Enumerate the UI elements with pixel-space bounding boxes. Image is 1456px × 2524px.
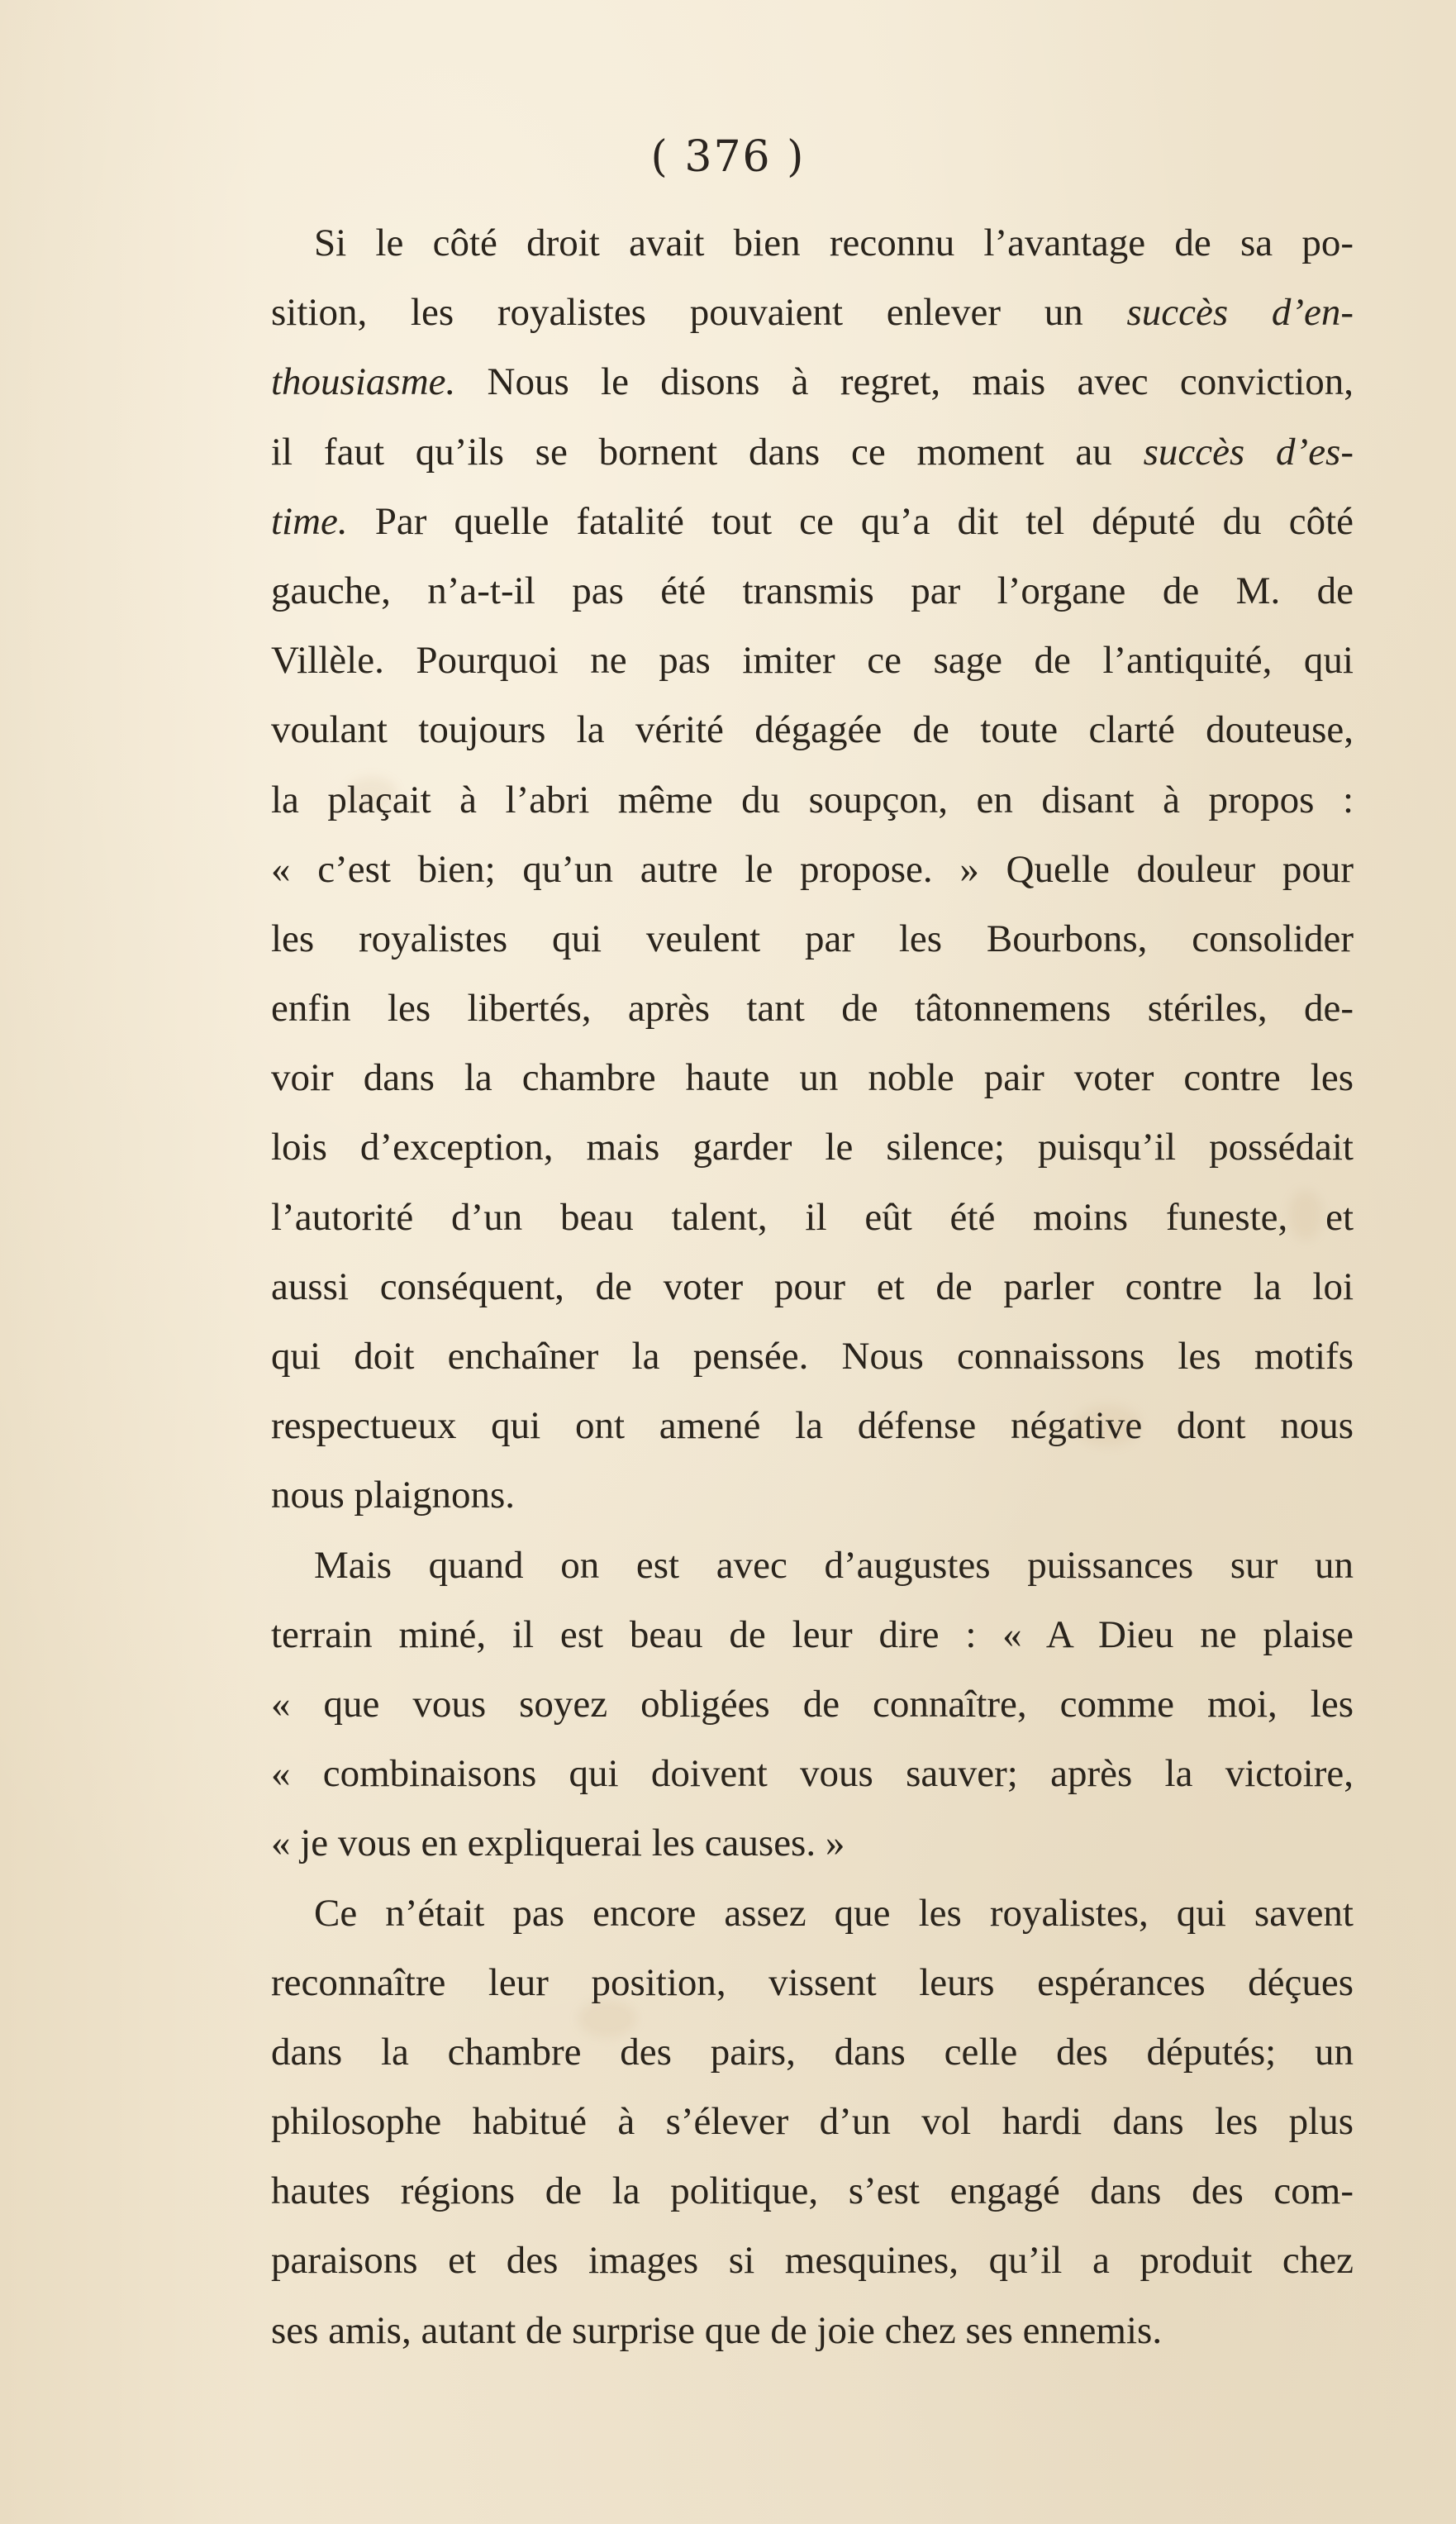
text-run: hautes régions de la politique, s’est engagé dans des com- <box>271 2169 1354 2213</box>
italic-phrase: succès d’en- <box>1126 291 1354 335</box>
text-line <box>271 2226 1354 2295</box>
text-line <box>271 1252 1354 1322</box>
text-run: « combinaisons qui doivent vous sauver; après la victoire, <box>271 1752 1354 1796</box>
text-run: nous plaignons. <box>271 1474 516 1517</box>
paragraph <box>271 208 1354 1531</box>
text-run: qui doit enchaîner la pensée. Nous connaissons les motifs <box>271 1335 1354 1378</box>
text-run: l’autorité d’un beau talent, il eût été moins funeste, et <box>271 1195 1354 1239</box>
text-line <box>271 1043 1354 1112</box>
text-line <box>271 2156 1354 2226</box>
text-run: « c’est bien; qu’un autre le propose. » Quelle douleur pour <box>271 847 1354 891</box>
text-run: gauche, n’a-t-il pas été transmis par l’organe de M. de <box>271 569 1354 612</box>
text-run: la plaçait à l’abri même du soupçon, en disant à propos : <box>271 778 1354 821</box>
text-run: ses amis, autant de surprise que de joie chez ses ennemis. <box>271 2308 1163 2352</box>
italic-phrase: thousiasme. <box>271 360 456 404</box>
text-line <box>271 904 1354 974</box>
text-run: Ce n’était pas encore assez que les royalistes, qui savent <box>314 1891 1354 1935</box>
text-run: reconnaître leur position, vissent leurs espérances déçues <box>271 1960 1354 2004</box>
text-run: respectueux qui ont amené la défense négative dont nous <box>271 1404 1354 1448</box>
text-line <box>271 835 1354 904</box>
text-line <box>271 278 1354 347</box>
text-run: les royalistes qui veulent par les Bourbons, consolider <box>271 917 1354 960</box>
text-line <box>271 1183 1354 1252</box>
text-line <box>271 2087 1354 2156</box>
body-text <box>271 208 1354 2365</box>
text-line <box>271 974 1354 1043</box>
text-line <box>271 695 1354 764</box>
text-line <box>271 487 1354 556</box>
text-line <box>271 1600 1354 1669</box>
text-line <box>271 1460 1354 1530</box>
text-line <box>271 1669 1354 1739</box>
text-run: sition, les royalistes pouvaient enlever un <box>271 291 1127 335</box>
text-run: Mais quand on est avec d’augustes puissances sur un <box>314 1543 1354 1587</box>
text-run: Villèle. Pourquoi ne pas imiter ce sage de l’antiquité, qui <box>271 639 1354 683</box>
text-run: aussi conséquent, de voter pour et de parler contre la loi <box>271 1264 1354 1308</box>
text-line <box>271 556 1354 626</box>
text-run: enfin les libertés, après tant de tâtonnemens stériles, de- <box>271 987 1354 1031</box>
paragraph <box>271 1879 1354 2365</box>
text-line <box>271 2296 1354 2365</box>
text-line <box>271 626 1354 695</box>
text-line <box>271 1322 1354 1391</box>
text-line <box>271 417 1354 487</box>
text-line <box>271 1112 1354 1182</box>
text-run: Par quelle fatalité tout ce qu’a dit tel député du côté <box>347 499 1354 543</box>
text-line <box>271 765 1354 835</box>
text-run: « je vous en expliquerai les causes. » <box>271 1822 845 1865</box>
text-run: voulant toujours la vérité dégagée de toute clarté douteuse, <box>271 708 1354 752</box>
italic-phrase: time. <box>271 499 348 543</box>
text-line <box>271 347 1354 417</box>
text-line <box>271 1808 1354 1878</box>
paragraph <box>271 1531 1354 1879</box>
text-run: paraisons et des images si mesquines, qu’il a produit chez <box>271 2239 1354 2283</box>
text-line <box>271 2017 1354 2087</box>
text-line <box>271 1739 1354 1808</box>
text-line <box>271 1948 1354 2017</box>
text-run: voir dans la chambre haute un noble pair voter contre les <box>271 1056 1354 1100</box>
text-run: il faut qu’ils se bornent dans ce moment au <box>271 430 1144 474</box>
text-line <box>271 208 1354 278</box>
text-run: dans la chambre des pairs, dans celle des députés; un <box>271 2030 1354 2074</box>
text-run: lois d’exception, mais garder le silence; puisqu’il possédait <box>271 1126 1354 1169</box>
text-line <box>271 1531 1354 1600</box>
text-run: « que vous soyez obligées de connaître, comme moi, les <box>271 1682 1354 1726</box>
text-run: terrain miné, il est beau de leur dire : « A Dieu ne plaise <box>271 1612 1354 1656</box>
text-line <box>271 1879 1354 1948</box>
text-run: Si le côté droit avait bien reconnu l’avantage de sa po- <box>314 221 1354 264</box>
italic-phrase: succès d’es- <box>1143 430 1354 474</box>
page-number: ( 376 ) <box>650 132 806 182</box>
text-run: philosophe habitué à s’élever d’un vol hardi dans les plus <box>271 2100 1354 2144</box>
text-run: Nous le disons à regret, mais avec conviction, <box>455 360 1354 404</box>
text-line <box>271 1391 1354 1460</box>
